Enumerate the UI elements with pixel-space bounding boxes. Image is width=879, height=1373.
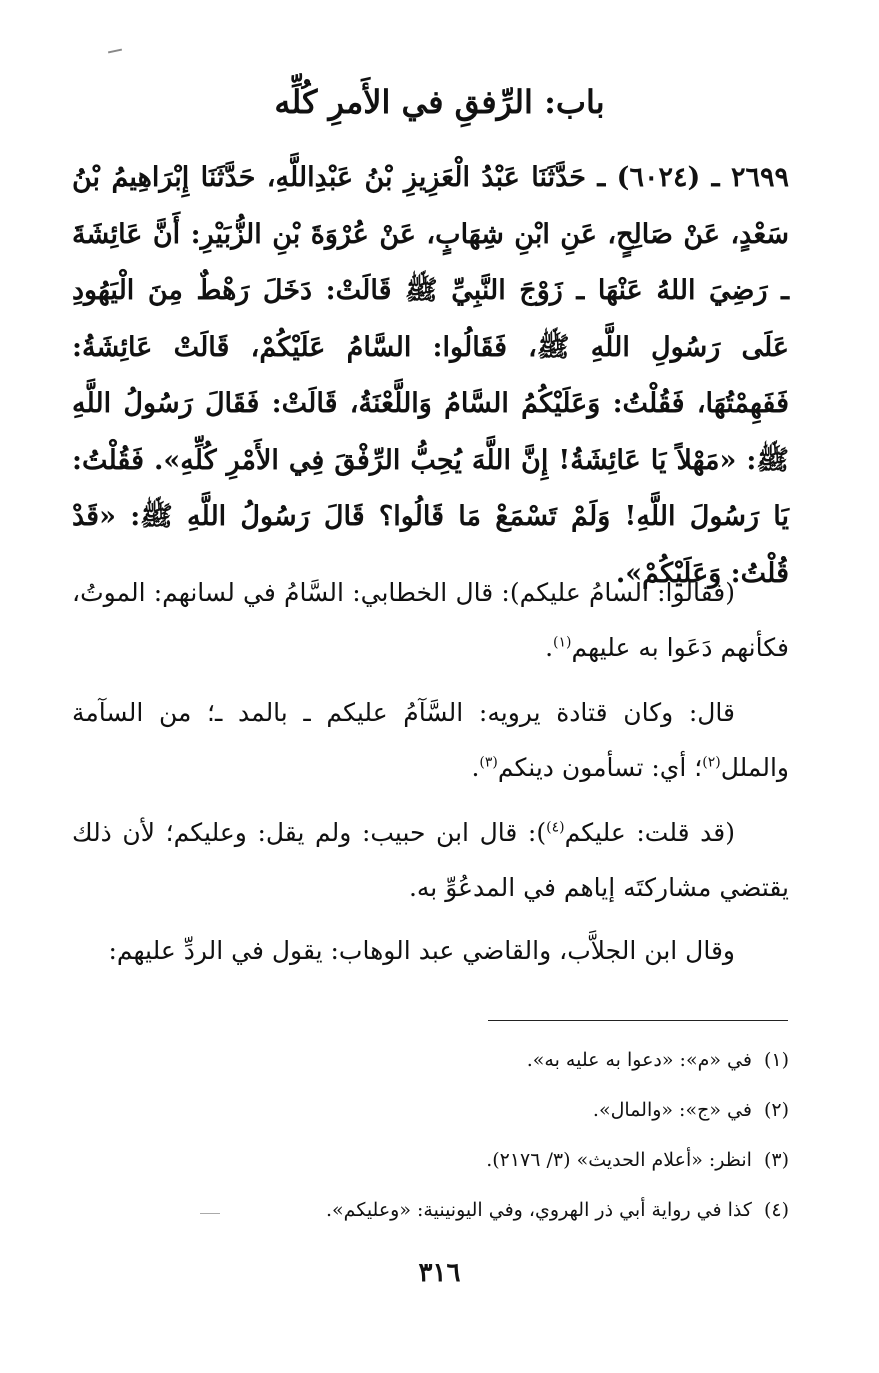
footnote-text: انظر: «أعلام الحديث» (٣/ ٢١٧٦). bbox=[486, 1149, 752, 1171]
footnote-number: (٢) bbox=[763, 1099, 789, 1121]
scan-speck bbox=[108, 49, 122, 54]
commentary-text: ؛ أي: تسأمون دينكم bbox=[497, 753, 703, 782]
commentary-text: (قد قلت: عليكم bbox=[564, 818, 735, 847]
footnote-text: في «ج»: «والمال». bbox=[592, 1099, 752, 1121]
commentary-text: قال: وكان قتادة يرويه: السَّآمُ عليكم ـ بالمد ـ؛ من السآمة والملل bbox=[72, 698, 789, 782]
chapter-title: باب: الرِّفقِ في الأَمرِ كُلِّه bbox=[274, 83, 605, 121]
commentary-paragraph-1 bbox=[72, 565, 789, 675]
page-number: ٣١٦ bbox=[418, 1258, 461, 1288]
commentary-text: . bbox=[471, 753, 480, 782]
commentary-paragraph-2 bbox=[72, 685, 789, 795]
footnote-ref: (٤) bbox=[546, 819, 565, 836]
footnote-text: في «م»: «دعوا به عليه به». bbox=[526, 1049, 752, 1071]
footnote-number: (٣) bbox=[763, 1149, 789, 1171]
commentary-paragraph-4 bbox=[72, 923, 789, 978]
footnote bbox=[72, 1185, 789, 1235]
footnote-ref: (٢) bbox=[702, 754, 721, 771]
footnote-number: (١) bbox=[763, 1049, 789, 1071]
footnote bbox=[72, 1135, 789, 1185]
commentary-text: وقال ابن الجلاَّب، والقاضي عبد الوهاب: يقول في الردِّ عليهم: bbox=[108, 936, 735, 965]
footnote-separator bbox=[488, 1020, 788, 1021]
commentary-paragraph-3 bbox=[72, 805, 789, 915]
commentary-text: (فقالوا: السامُ عليكم): قال الخطابي: السَّامُ في لسانهم: الموتُ، فكأنهم دَعَوا به عليهم bbox=[72, 578, 789, 662]
scan-speck bbox=[200, 1213, 220, 1214]
hadith-text: ٢٦٩٩ ـ (٦٠٢٤) ـ حَدَّثَنَا عَبْدُ الْعَزِيزِ بْنُ عَبْدِاللَّهِ، حَدَّثَنَا إِبْرَاهِيمُ بْنُ سَعْدٍ، عَنْ صَالِحٍ، عَنِ ابْنِ شِهَابٍ، عَنْ عُرْوَةَ بْنِ الزُّبَيْرِ: أَنَّ عَائِشَةَ ـ رَضِيَ اللهُ عَنْهَا ـ زَوْجَ النَّبِيِّ ﷺ قَالَتْ: دَخَلَ رَهْطٌ مِنَ الْيَهُودِ عَلَى رَسُولِ اللَّهِ ﷺ، فَقَالُوا: السَّامُ عَلَيْكُمْ، قَالَتْ عَائِشَةُ: فَفَهِمْتُهَا، فَقُلْتُ: وَعَلَيْكُمُ السَّامُ وَاللَّعْنَةُ، قَالَتْ: فَقَالَ رَسُولُ اللَّهِ ﷺ: «مَهْلاً يَا عَائِشَةُ! إِنَّ اللَّهَ يُحِبُّ الرِّفْقَ فِي الأَمْرِ كُلِّهِ». فَقُلْتُ: يَا رَسُولَ اللَّهِ! وَلَمْ تَسْمَعْ مَا قَالُوا؟ قَالَ رَسُولُ اللَّهِ ﷺ: «قَدْ قُلْتُ: وَعَلَيْكُمْ». bbox=[72, 162, 789, 589]
commentary-text: ): قال ابن حبيب: ولم يقل: وعليكم؛ لأن ذلك يقتضي مشاركتَه إياهم في المدعُوِّ به. bbox=[72, 818, 789, 902]
footnote bbox=[72, 1085, 789, 1135]
footnote-ref: (١) bbox=[553, 634, 572, 651]
commentary-text: . bbox=[545, 633, 554, 662]
footnote-ref: (٣) bbox=[479, 754, 498, 771]
footnote-text: كذا في رواية أبي ذر الهروي، وفي اليونينية: «وعليكم». bbox=[326, 1199, 752, 1221]
footnote-number: (٤) bbox=[763, 1199, 789, 1221]
footnotes-list bbox=[72, 1035, 789, 1235]
footnote bbox=[72, 1035, 789, 1085]
